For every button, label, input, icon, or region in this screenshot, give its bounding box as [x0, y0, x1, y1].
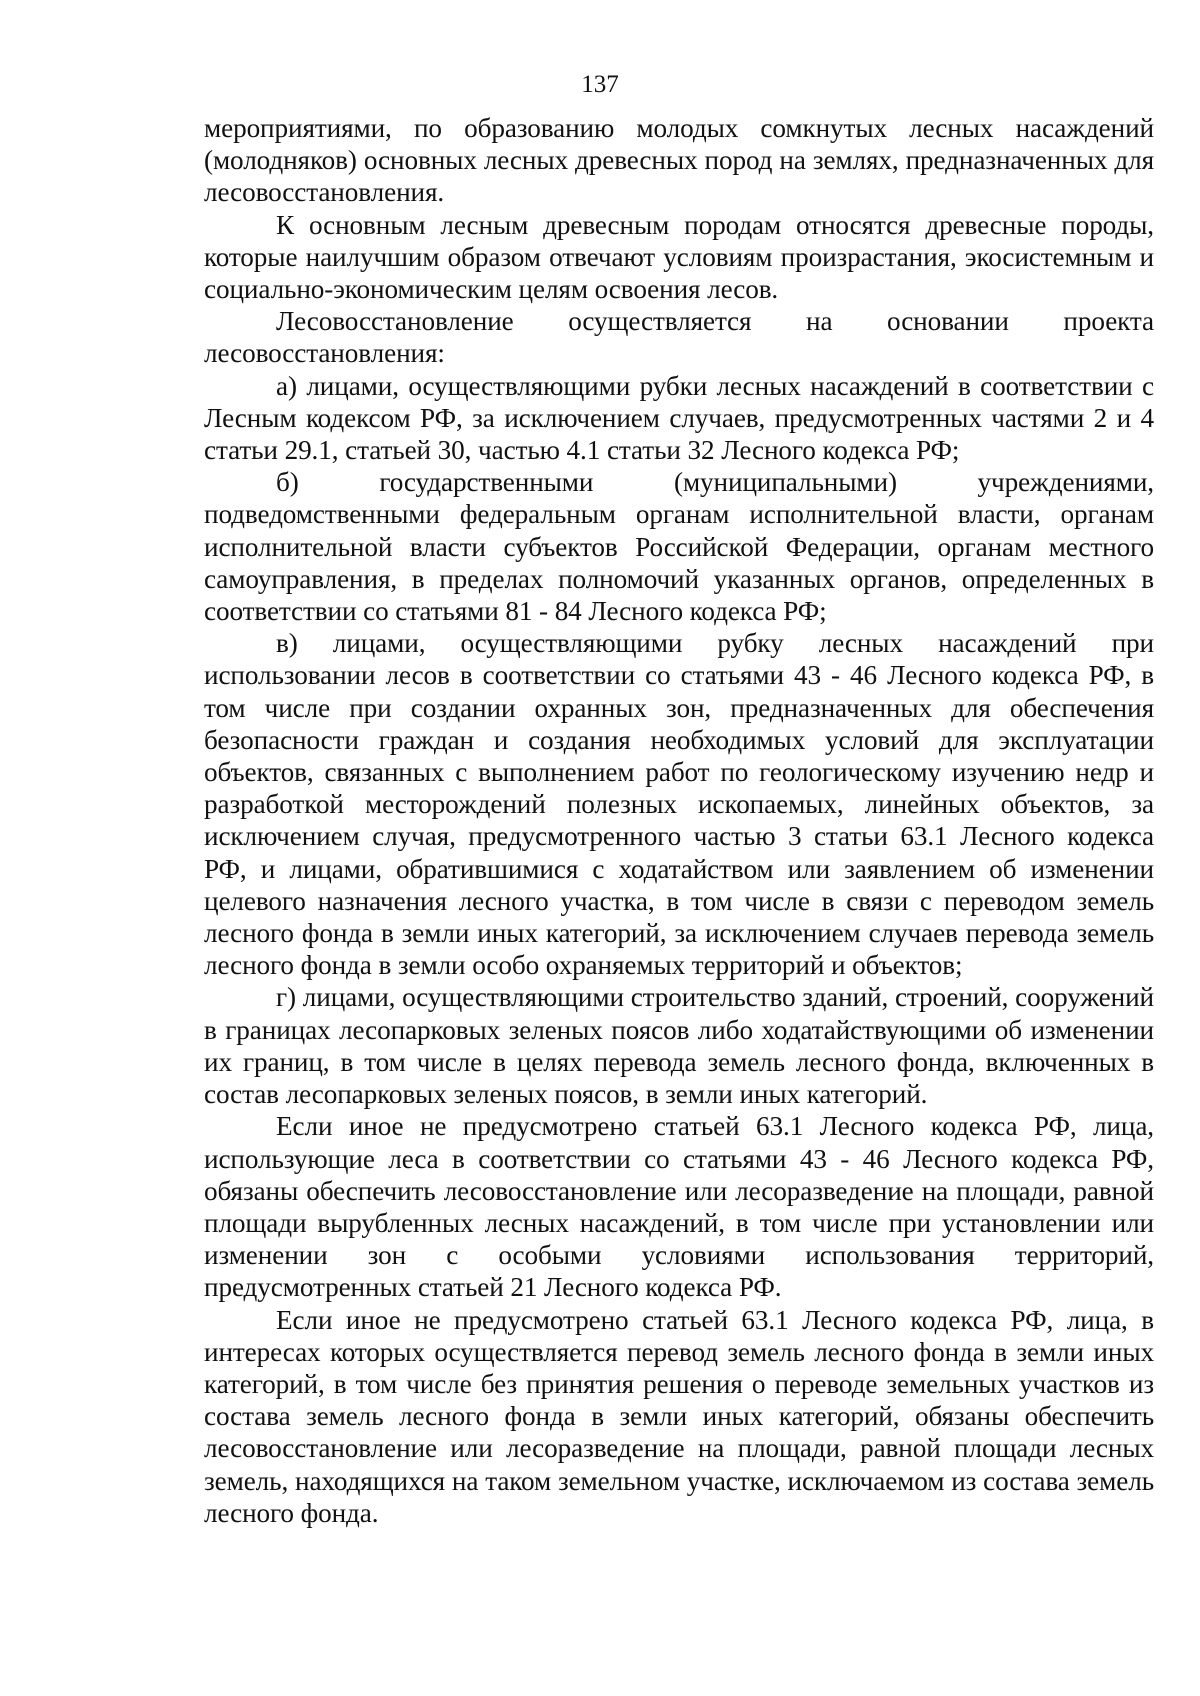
document-body: [204, 112, 1154, 1529]
paragraph-land-transfer-obligation: Если иное не предусмотрено статьей 63.1 Лесного кодекса РФ, лица, в интересах которых осуществляется перевод земель лесного фонда в земли иных категорий, в том числе без принятия решения о переводе земельных участков из состава земель лесного фонда в земли иных категорий, обязаны обеспечить лесовосстановление или лесоразведение на площади, равной площади лесных земель, находящихся на таком земельном участке, исключаемом из состава земель лесного фонда.: [204, 1304, 1154, 1528]
list-item-v: в) лицами, осуществляющими рубку лесных насаждений при использовании лесов в соответствии со статьями 43 - 46 Лесного кодекса РФ, в том числе при создании охранных зон, предназначенных для обеспечения безопасности граждан и создания необходимых условий для эксплуатации объектов, связанных с выполнением работ по геологическому изучению недр и разработкой месторождений полезных ископаемых, линейных объектов, за исключением случая, предусмотренного частью 3 статьи 63.1 Лесного кодекса РФ, и лицами, обратившимися с ходатайством или заявлением об изменении целевого назначения лесного участка, в том числе в связи с переводом земель лесного фонда в земли иных категорий, за исключением случаев перевода земель лесного фонда в земли особо охраняемых территорий и объектов;: [204, 628, 1154, 981]
paragraph-forest-users-obligation: Если иное не предусмотрено статьей 63.1 Лесного кодекса РФ, лица, использующие леса в соответствии со статьями 43 - 46 Лесного кодекса РФ, обязаны обеспечить лесовосстановление или лесоразведение на площади, равной площади вырубленных лесных насаждений, в том числе при установлении или изменении зон с особыми условиями использования территорий, предусмотренных статьей 21 Лесного кодекса РФ.: [204, 1111, 1154, 1303]
list-item-a: а) лицами, осуществляющими рубки лесных насаждений в соответствии с Лесным кодексом РФ, за исключением случаев, предусмотренных частями 2 и 4 статьи 29.1, статьей 30, частью 4.1 статьи 32 Лесного кодекса РФ;: [204, 370, 1154, 466]
paragraph-reforestation-basis: Лесовосстановление осуществляется на основании проекта лесовосстановления:: [204, 306, 1154, 369]
list-item-b: б) государственными (муниципальными) учреждениями, подведомственными федеральным органам исполнительной власти, органам исполнительной власти субъектов Российской Федерации, органам местного самоуправления, в пределах полномочий указанных органов, определенных в соответствии со статьями 81 - 84 Лесного кодекса РФ;: [204, 467, 1154, 627]
paragraph-continuation: мероприятиями, по образованию молодых сомкнутых лесных насаждений (молодняков) основных лесных древесных пород на землях, предназначенных для лесовосстановления.: [204, 113, 1154, 208]
list-item-g: г) лицами, осуществляющими строительство зданий, строений, сооружений в границах лесопарковых зеленых поясов либо ходатайствующими об изменении их границ, в том числе в целях перевода земель лесного фонда, включенных в состав лесопарковых зеленых поясов, в земли иных категорий.: [204, 982, 1154, 1110]
page-number: 137: [581, 71, 619, 98]
paragraph-main-species: К основным лесным древесным породам относятся древесные породы, которые наилучшим образом отвечают условиям произрастания, экосистемным и социально-экономическим целям освоения лесов.: [204, 209, 1154, 305]
